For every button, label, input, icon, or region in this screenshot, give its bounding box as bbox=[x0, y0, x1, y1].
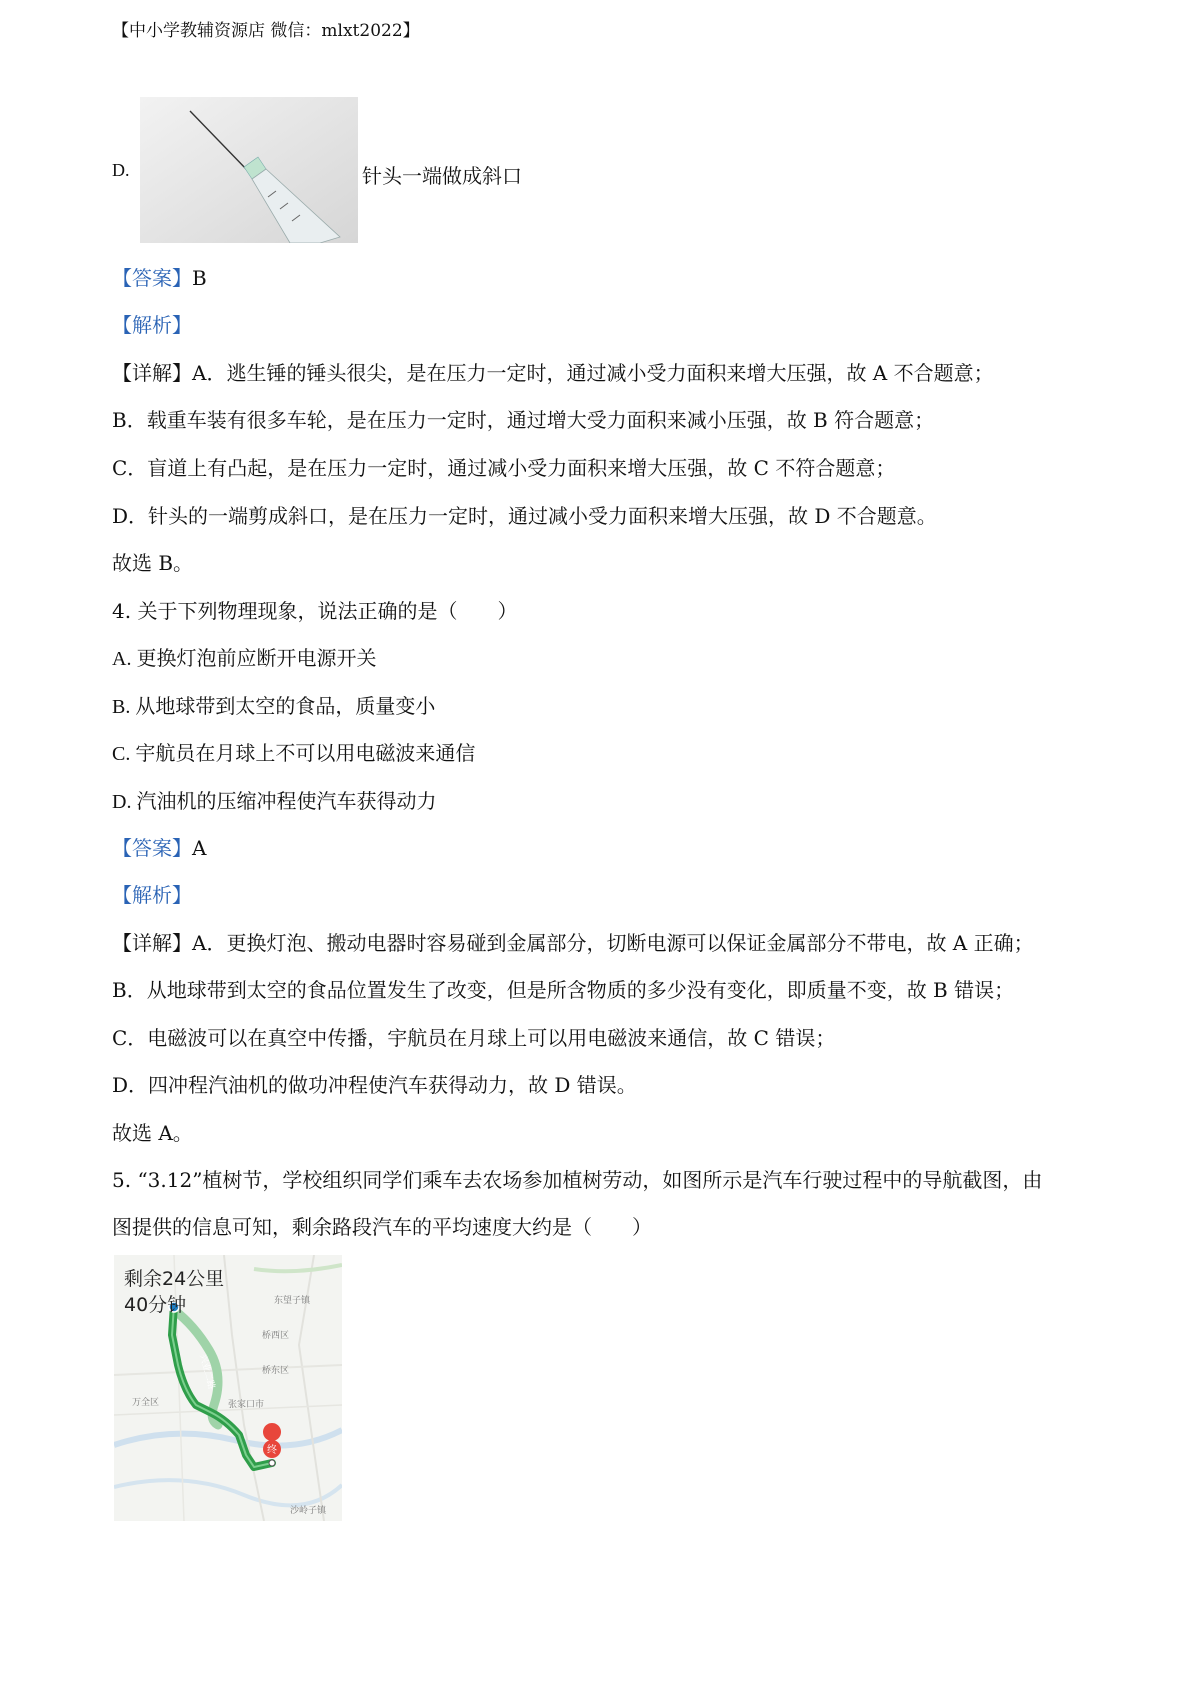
q4-option-a: A. 更换灯泡前应断开电源开关 bbox=[112, 648, 377, 670]
q4-option-b: B. 从地球带到太空的食品，质量变小 bbox=[112, 696, 436, 718]
answer-tag: 【答案】 bbox=[112, 266, 192, 290]
detail-text: A．更换灯泡、搬动电器时容易碰到金属部分，切断电源可以保证金属部分不带电，故 A 正确； bbox=[192, 931, 1034, 955]
detail-tag: 【详解】 bbox=[112, 361, 192, 385]
remaining-time: 40分钟 bbox=[124, 1294, 187, 1316]
q3-answer-line bbox=[112, 262, 207, 291]
q3-conclusion: 故选 B。 bbox=[112, 551, 194, 575]
navigation-map bbox=[114, 1255, 342, 1521]
q4-detail-line-d: D．四冲程汽油机的做功冲程使汽车获得动力，故 D 错误。 bbox=[112, 1073, 637, 1097]
q4-detail-line-c: C．电磁波可以在真空中传播，宇航员在月球上可以用电磁波来通信，故 C 错误； bbox=[112, 1026, 836, 1050]
q4-stem: 4. 关于下列物理现象，说法正确的是（ ） bbox=[112, 599, 518, 623]
q4-conclusion: 故选 A。 bbox=[112, 1121, 193, 1145]
place-label: 张家口市 bbox=[228, 1400, 265, 1410]
answer-value: A bbox=[192, 836, 207, 860]
place-label: 沙岭子镇 bbox=[290, 1506, 327, 1516]
detail-tag: 【详解】 bbox=[112, 931, 192, 955]
q5-stem-line-2: 图提供的信息可知，剩余路段汽车的平均速度大约是（ ） bbox=[112, 1215, 652, 1239]
place-label: 桥西区 bbox=[262, 1331, 290, 1341]
syringe-needle-image bbox=[140, 97, 358, 243]
analysis-tag: 【解析】 bbox=[112, 883, 192, 907]
option-d-text: 针头一端做成斜口 bbox=[362, 164, 522, 188]
road-label: 兴业二路 bbox=[197, 1353, 217, 1391]
q3-detail-line-a bbox=[112, 357, 994, 386]
place-label: 万全区 bbox=[132, 1398, 160, 1408]
q4-analysis-tag bbox=[112, 879, 192, 908]
q4-detail-line-a bbox=[112, 927, 1034, 956]
place-label: 桥东区 bbox=[262, 1366, 290, 1376]
answer-value: B bbox=[192, 266, 207, 290]
detail-text: A．逃生锤的锤头很尖，是在压力一定时，通过减小受力面积来增大压强，故 A 不合题意； bbox=[192, 361, 994, 385]
q4-detail-line-b: B．从地球带到太空的食品位置发生了改变，但是所含物质的多少没有变化，即质量不变，故 B 错误； bbox=[112, 978, 1015, 1002]
q4-option-d: D. 汽油机的压缩冲程使汽车获得动力 bbox=[112, 791, 437, 813]
q3-detail-line-b: B．载重车装有很多车轮，是在压力一定时，通过增大受力面积来减小压强，故 B 符合题意； bbox=[112, 408, 935, 432]
q4-option-c: C. 宇航员在月球上不可以用电磁波来通信 bbox=[112, 743, 476, 765]
answer-tag: 【答案】 bbox=[112, 836, 192, 860]
q5-stem-line-1: 5. “3.12”植树节，学校组织同学们乘车去农场参加植树劳动，如图所示是汽车行驶过程中的导航截图，由 bbox=[112, 1168, 1043, 1192]
q3-analysis-tag bbox=[112, 309, 192, 338]
q3-detail-line-d: D．针头的一端剪成斜口，是在压力一定时，通过减小受力面积来增大压强，故 D 不合题意。 bbox=[112, 504, 937, 528]
option-d-label: D. bbox=[112, 160, 130, 180]
source-header: 【中小学教辅资源店 微信：mlxt2022】 bbox=[112, 21, 420, 41]
q3-detail-line-c: C．盲道上有凸起，是在压力一定时，通过减小受力面积来增大压强，故 C 不符合题意； bbox=[112, 456, 896, 480]
remaining-distance: 剩余24公里 bbox=[124, 1268, 225, 1290]
end-marker-label: 终 bbox=[267, 1445, 277, 1456]
q4-answer-line bbox=[112, 832, 206, 861]
analysis-tag: 【解析】 bbox=[112, 313, 192, 337]
place-label: 东望子镇 bbox=[274, 1296, 311, 1306]
